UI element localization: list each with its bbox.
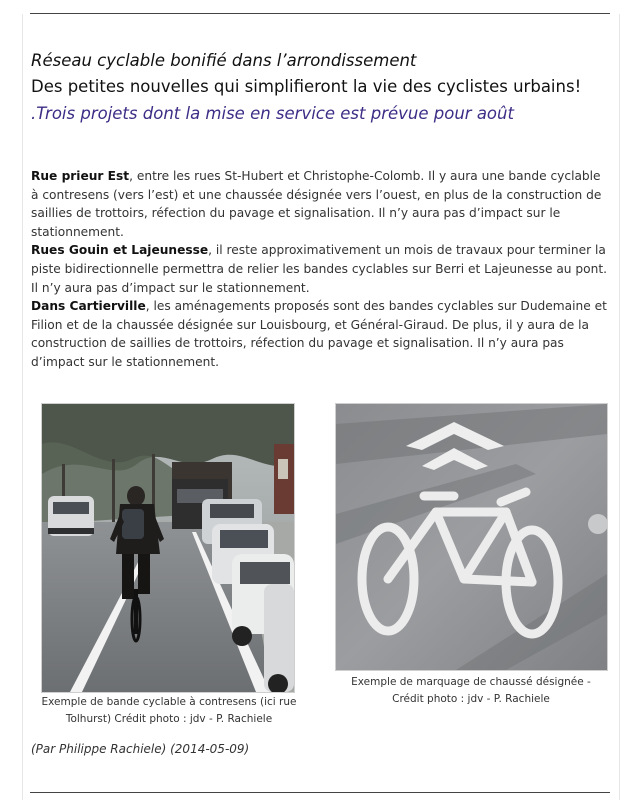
section-text: , entre les rues St-Hubert et Christophe-Colomb. Il y aura une bande cyclable à contresens (vers l’est) et une chaussée désignée vers l’ouest, en plus de la construction de saillies de trottoirs, réfection du pavage et signalisation. Il n’y aura pas d’impact sur le stationnement.	[31, 169, 602, 239]
bottom-divider	[30, 792, 610, 793]
page-frame-left	[22, 14, 23, 800]
section-lead: Dans Cartierville	[31, 299, 146, 314]
section-gouin-lajeunesse	[31, 241, 611, 297]
article-tagline: .Trois projets dont la mise en service est prévue pour août	[31, 104, 514, 123]
section-text: , les aménagements proposés sont des bandes cyclables sur Dudemaine et Filion et de la chaussée désignée sur Louisbourg, et Général-Giraud. De plus, il y aura de la construction de saillies de trottoirs, réfection du pavage et signalisation. Il n’y aura pas d’impact sur le stationnement.	[31, 299, 607, 369]
article-byline: (Par Philippe Rachiele) (2014-05-09)	[31, 742, 250, 756]
section-text: , il reste approximativement un mois de travaux pour terminer la piste bidirectionnelle permettra de relier les bandes cyclables sur Berri et Lajeunesse au pont. Il n’y aura pas d’impact sur le stationnement.	[31, 243, 607, 295]
caption-right-photo: Exemple de marquage de chaussé désignée - Crédit photo : jdv - P. Rachiele	[351, 676, 591, 705]
photo-designated-lane-marking	[335, 403, 608, 671]
article-body	[31, 167, 611, 372]
section-rue-prieur	[31, 167, 611, 241]
article-subtitle: Des petites nouvelles qui simplifieront la vie des cyclistes urbains!	[31, 77, 582, 96]
photo-contraflow-illustration	[42, 404, 294, 692]
bike-marking-illustration	[336, 404, 607, 670]
page-frame-right	[619, 14, 620, 800]
section-cartierville	[31, 297, 611, 371]
article-title: Réseau cyclable bonifié dans l’arrondissement	[31, 51, 417, 70]
top-divider	[30, 13, 610, 14]
caption-left-photo: Exemple de bande cyclable à contresens (ici rue Tolhurst) Crédit photo : jdv - P. Rachiele	[41, 696, 297, 725]
section-lead: Rue prieur Est	[31, 169, 130, 183]
section-lead: Rues Gouin et Lajeunesse	[31, 243, 209, 258]
photo-contraflow-bike-lane	[41, 403, 295, 693]
